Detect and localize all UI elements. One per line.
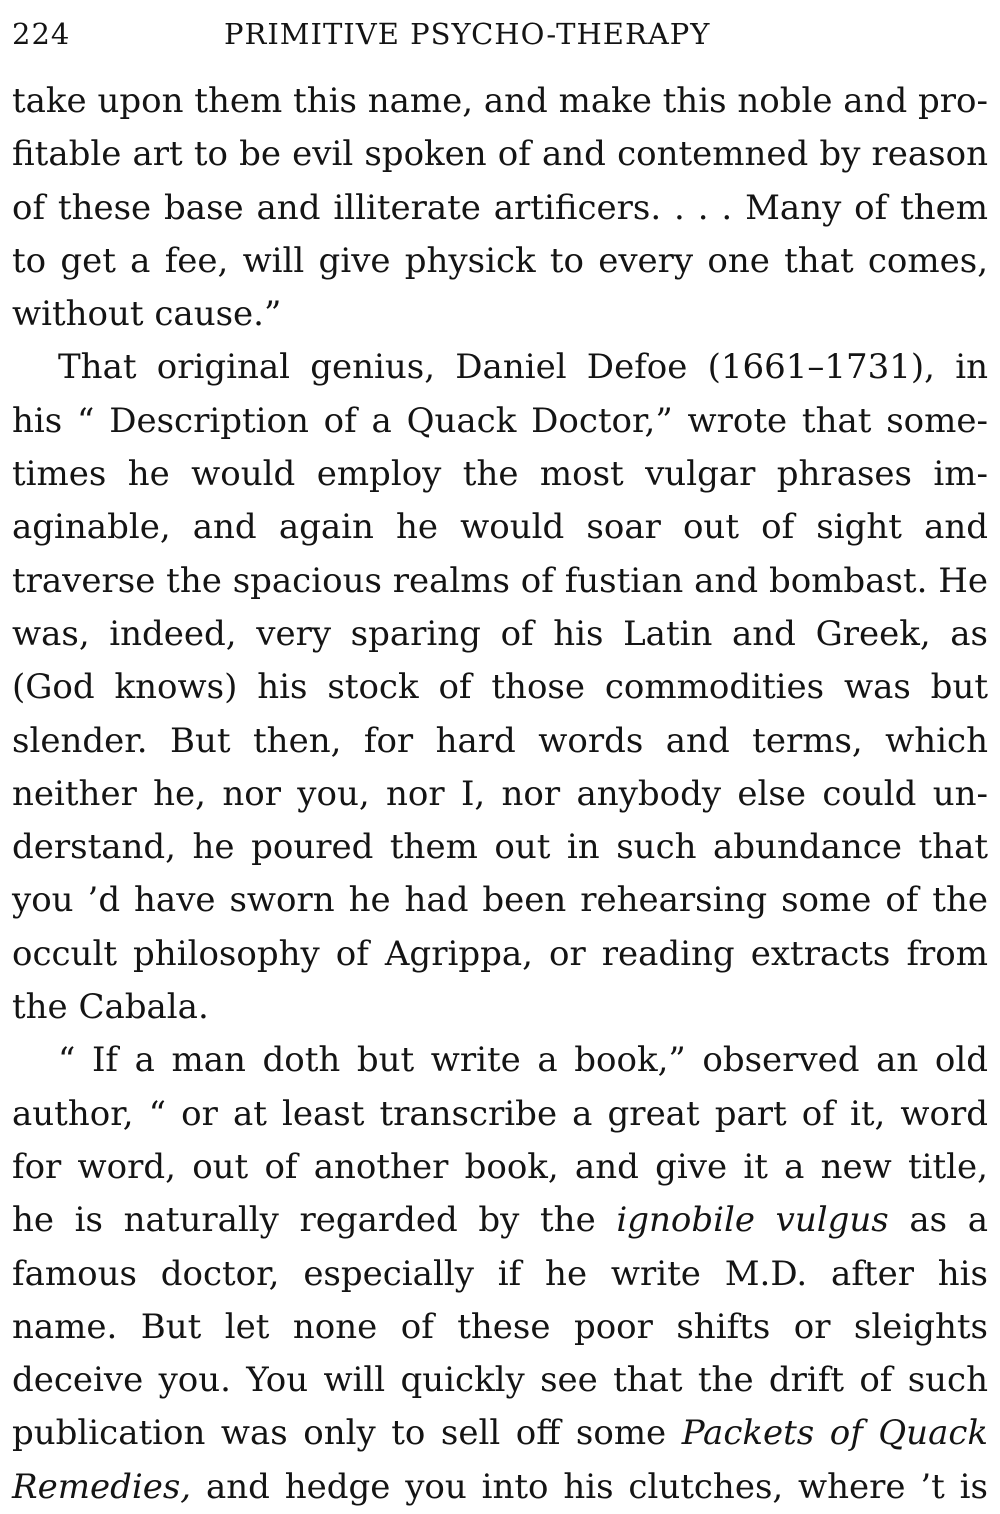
- text-line: to get a fee, will give physick to every one that comes,: [12, 240, 988, 281]
- text-line: times he would employ the most vulgar phrases im-: [12, 454, 988, 495]
- text-line: derstand, he poured them out in such abundance that: [12, 827, 988, 868]
- text-line: of these base and illiterate artificers. . . . Many of them: [12, 187, 988, 228]
- page-number: 224: [12, 17, 71, 51]
- text-line: [12, 1407, 988, 1460]
- text-line: his “ Description of a Quack Doctor,” wrote that some-: [12, 400, 988, 441]
- text-line: neither he, nor you, nor I, nor anybody else could un-: [12, 773, 988, 814]
- text-line: aginable, and again he would soar out of sight and: [12, 507, 988, 548]
- text-line: the Cabala.: [12, 987, 209, 1028]
- italic-phrase: Packets of Quack: [681, 1413, 988, 1454]
- text-line: That original genius, Daniel Defoe (1661–1731), in: [58, 347, 988, 388]
- text-line: was, indeed, very sparing of his Latin and Greek, as: [12, 613, 988, 654]
- text-line: you ’d have sworn he had been rehearsing some of the: [12, 880, 988, 921]
- text-run: he is naturally regarded by the: [12, 1200, 596, 1241]
- italic-phrase: ignobile vulgus: [616, 1200, 889, 1241]
- text-line: deceive you. You will quickly see that the drift of such: [12, 1360, 988, 1401]
- text-run: as a: [888, 1200, 988, 1241]
- running-title: PRIMITIVE PSYCHO-THERAPY: [224, 17, 711, 51]
- text-line: traverse the spacious realms of fustian and bombast. He: [12, 560, 988, 601]
- text-line: without cause.”: [12, 294, 282, 335]
- text-line: fitable art to be evil spoken of and contemned by reason: [12, 134, 988, 175]
- text-line: author, “ or at least transcribe a great part of it, word: [12, 1093, 988, 1134]
- italic-phrase: Remedies,: [12, 1466, 192, 1507]
- text-line: slender. But then, for hard words and terms, which: [12, 720, 988, 761]
- text-run: and hedge you into his clutches, where ’t is: [191, 1466, 988, 1507]
- text-line: for word, out of another book, and give it a new title,: [12, 1146, 988, 1187]
- text-line: “ If a man doth but write a book,” observed an old: [58, 1040, 988, 1081]
- running-head: [12, 14, 988, 54]
- text-line: occult philosophy of Agrippa, or reading extracts from: [12, 933, 988, 974]
- text-line: (God knows) his stock of those commodities was but: [12, 667, 988, 708]
- text-line: [12, 1194, 988, 1247]
- text-run: publication was only to sell off some: [12, 1413, 682, 1454]
- book-page: [12, 0, 988, 1507]
- text-line: name. But let none of these poor shifts or sleights: [12, 1306, 988, 1347]
- text-line: famous doctor, especially if he write M.D. after his: [12, 1253, 988, 1294]
- body-text: [12, 75, 988, 1514]
- text-line: [12, 1461, 988, 1514]
- text-line: take upon them this name, and make this noble and pro-: [12, 81, 988, 121]
